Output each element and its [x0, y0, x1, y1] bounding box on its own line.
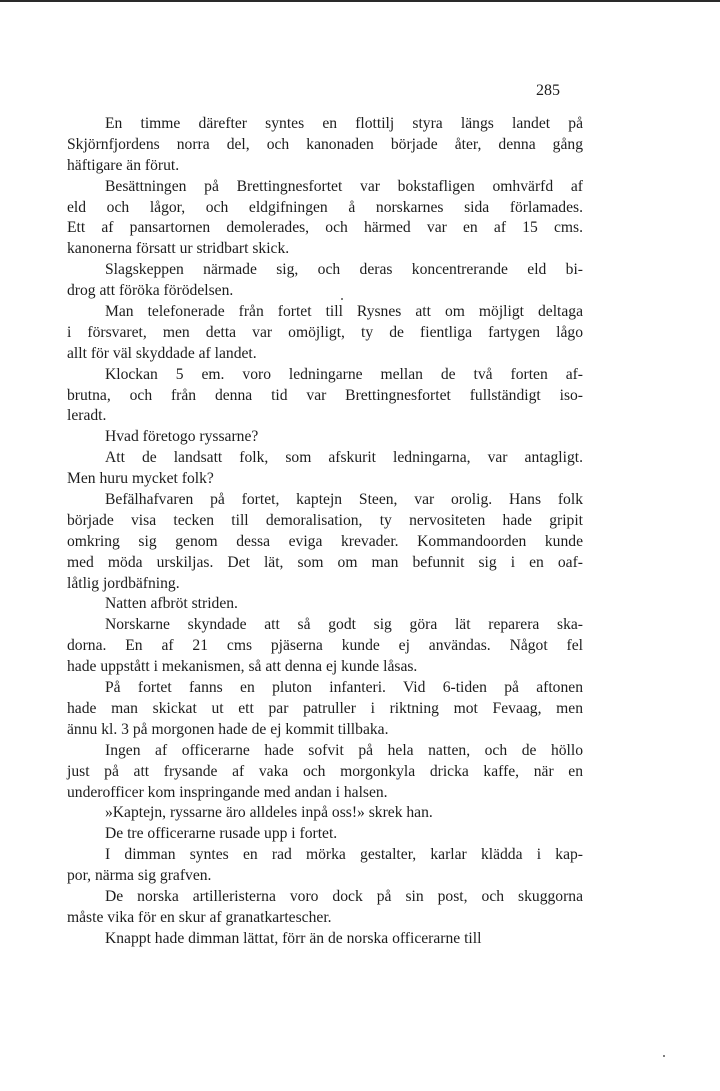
text-line: Natten afbröt striden. — [105, 595, 238, 613]
paragraph — [67, 448, 583, 490]
paragraph — [67, 824, 583, 845]
paragraph — [67, 177, 583, 261]
text-line: Klockan 5 em. voro ledningarne mellan de två forten af- — [105, 365, 583, 383]
scan-speck — [663, 1055, 665, 1057]
text-line: drog att föröka förödelsen. — [67, 282, 234, 300]
text-line: Man telefonerade från fortet till Rysnes att om möjligt deltaga — [105, 303, 583, 321]
text-line: dorna. En af 21 cms pjäserna kunde ej användas. Något fel — [67, 637, 583, 655]
text-line: i försvaret, men detta var omöjligt, ty de fientliga fartygen lågo — [67, 323, 583, 341]
text-line: De norska artilleristerna voro dock på sin post, och skuggorna — [105, 887, 583, 905]
paragraph — [67, 678, 583, 741]
text-line: De tre officerarne rusade upp i fortet. — [105, 825, 338, 843]
text-line: omkring sig genom dessa eviga krevader. Kommandoorden kunde — [67, 532, 583, 550]
text-line: Knappt hade dimman lättat, förr än de norska officerarne till — [105, 929, 482, 947]
text-line: hade man skickat ut ett par patruller i riktning mot Fevaag, men — [67, 699, 583, 717]
text-line: Att de landsatt folk, som afskurit ledningarna, var antagligt. — [105, 449, 583, 467]
text-line: Hvad företogo ryssarne? — [105, 428, 259, 446]
text-line: Ingen af officerarne hade sofvit på hela natten, och de höllo — [105, 741, 583, 759]
text-line: I dimman syntes en rad mörka gestalter, karlar klädda i kap- — [105, 846, 583, 864]
paragraph — [67, 302, 583, 365]
paragraph — [67, 929, 583, 950]
text-line: På fortet fanns en pluton infanteri. Vid 6-tiden på aftonen — [105, 679, 583, 697]
text-line: måste vika för en skur af granatkartescher. — [67, 908, 332, 926]
text-line: ännu kl. 3 på morgonen hade de ej kommit tillbaka. — [67, 720, 389, 738]
scan-speck — [341, 298, 343, 300]
paragraph — [67, 260, 583, 302]
text-line: por, närma sig grafven. — [67, 867, 212, 885]
text-line: Ett af pansartornen demolerades, och härmed var en af 15 cms. — [67, 219, 583, 237]
paragraph — [67, 615, 583, 678]
text-line: brutna, och från denna tid var Brettingnesfortet fullständigt iso- — [67, 386, 583, 404]
text-line: »Kaptejn, ryssarne äro alldeles inpå oss!» skrek han. — [105, 804, 433, 822]
paragraph — [67, 594, 583, 615]
text-line: hade uppstått i mekanismen, så att denna ej kunde låsas. — [67, 658, 418, 676]
paragraph — [67, 845, 583, 887]
paragraph — [67, 490, 583, 594]
paragraph — [67, 887, 583, 929]
text-line: Slagskeppen närmade sig, och deras koncentrerande eld bi- — [105, 261, 583, 279]
text-line: Besättningen på Brettingnesfortet var bokstafligen omhvärfd af — [105, 177, 583, 195]
text-line: Men huru mycket folk? — [67, 470, 214, 488]
page-top-edge — [0, 0, 720, 2]
text-line: En timme därefter syntes en flottilj styra längs landet på — [105, 115, 583, 132]
page-number: 285 — [536, 82, 560, 99]
paragraph — [67, 114, 583, 177]
text-line: Norskarne skyndade att så godt sig göra lät reparera ska- — [105, 616, 583, 634]
text-line: allt för väl skyddade af landet. — [67, 344, 257, 362]
paragraph — [67, 365, 583, 428]
text-line: just på att frysande af vaka och morgonkyla dricka kaffe, när en — [67, 762, 583, 780]
text-line: underofficer kom inspringande med andan i halsen. — [67, 783, 388, 801]
paragraph — [67, 803, 583, 824]
text-line: Befälhafvaren på fortet, kaptejn Steen, var orolig. Hans folk — [105, 491, 583, 509]
text-line: låtlig jordbäfning. — [67, 574, 180, 592]
text-line: leradt. — [67, 407, 107, 425]
paragraph — [67, 741, 583, 804]
paragraph — [67, 427, 583, 448]
text-line: med möda urskiljas. Det lät, som om man befunnit sig i en oaf- — [67, 553, 583, 571]
text-line: häftigare än förut. — [67, 156, 180, 174]
text-line: kanonerna försatt ur stridbart skick. — [67, 240, 290, 258]
text-line: Skjörnfjordens norra del, och kanonaden började åter, denna gång — [67, 135, 583, 153]
text-line: började visa tecken till demoralisation, ty nervositeten hade gripit — [67, 511, 583, 529]
body-text — [67, 114, 583, 950]
text-line: eld och lågor, och eldgifningen å norskarnes sida förlamades. — [67, 198, 583, 216]
